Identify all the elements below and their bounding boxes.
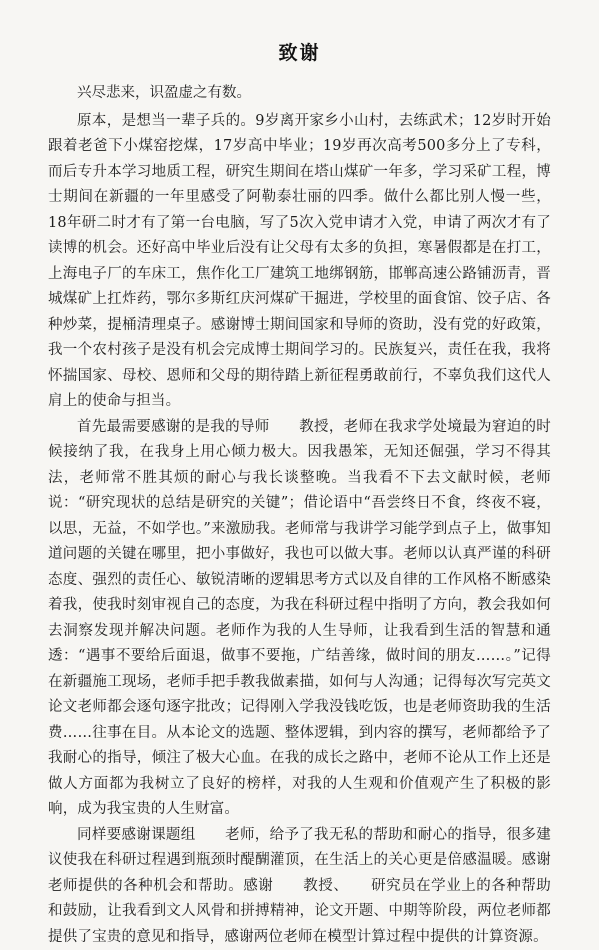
paragraph-advisor-thanks: 首先最需要感谢的是我的导师 教授，老师在我求学处境最为窘迫的时候接纳了我，在我身上用心倾力极大。因我愚笨，无知还倔强，学习不得其法，老师常不胜其烦的耐心与我长谈整晚。当我看不下去文献时候，老师说：“研究现状的总结是研究的关键”；借论语中“吾尝终日不食，终夜不寝，以思，无益，不如学也。”来激励我。老师常与我讲学习能学到点子上，做事知道问题的关键在哪里，把小事做好，我也可以做大事。老师以认真严谨的科研态度、强烈的责任心、敏锐清晰的逻辑思考方式以及自律的工作风格不断感染着我，使我时刻审视自己的态度，为我在科研过程中指明了方向，教会我如何去洞察发现并解决问题。老师作为我的人生导师，让我看到生活的智慧和通透：“遇事不要给后面退，做事不要拖，广结善缘，做时间的朋友……。”记得在新疆施工现场，老师手把手教我做素描，如何与人沟通；记得每次写完英文论文老师都会逐句逐字批改；记得刚入学我没钱吃饭，也是老师资助我的生活费……往事在目。从本论文的选题、整体逻辑，到内容的撰写，老师都给予了我耐心的指导，倾注了极大心血。在我的成长之路中，老师不论从工作上还是做人方面都为我树立了良好的榜样，对我的人生观和价值观产生了积极的影响，成为我宝贵的人生财富。 — [48, 415, 551, 823]
page-title: 致谢 — [48, 38, 551, 65]
paragraph-group-thanks: 同样要感谢课题组 老师，给予了我无私的帮助和耐心的指导，很多建议使我在科研过程遇到瓶颈时醍醐灌顶，在生活上的关心更是倍感温暖。感谢 老师提供的各种机会和帮助。感谢 教授、 研究员在学业上的各种帮助和鼓励，让我看到文人风骨和拼搏精神，论文开题、中期等阶段，两位老师都提供了宝贵的意见和指导，感谢两位老师在模型计算过程中提供的计算资源。 — [48, 823, 551, 950]
opening-line: 兴尽悲来，识盈虚之有数。 — [48, 81, 551, 107]
paragraph-personal-history: 原本，是想当一辈子兵的。9岁离开家乡小山村，去练武术；12岁时开始跟着老爸下小煤窑挖煤，17岁高中毕业；19岁再次高考500多分上了专科，而后专升本学习地质工程，研究生期间在塔山煤矿一年多，学习采矿工程，博士期间在新疆的一年里感受了阿勒泰壮丽的四季。做什么都比别人慢一些，18年研二时才有了第一台电脑，写了5次入党申请才入党，申请了两次才有了读博的机会。还好高中毕业后没有让父母有太多的负担，寒暑假都是在打工，上海电子厂的车床工，焦作化工厂建筑工地绑钢筋，邯郸高速公路铺沥青，晋城煤矿上扛炸药，鄂尔多斯红庆河煤矿干掘进，学校里的面食馆、饺子店、各种炒菜，提桶清理桌子。感谢博士期间国家和导师的资助，没有党的好政策，我一个农村孩子是没有机会完成博士期间学习的。民族复兴，责任在我，我将怀揣国家、母校、恩师和父母的期待踏上新征程勇敢前行，不辜负我们这代人肩上的使命与担当。 — [48, 109, 551, 415]
